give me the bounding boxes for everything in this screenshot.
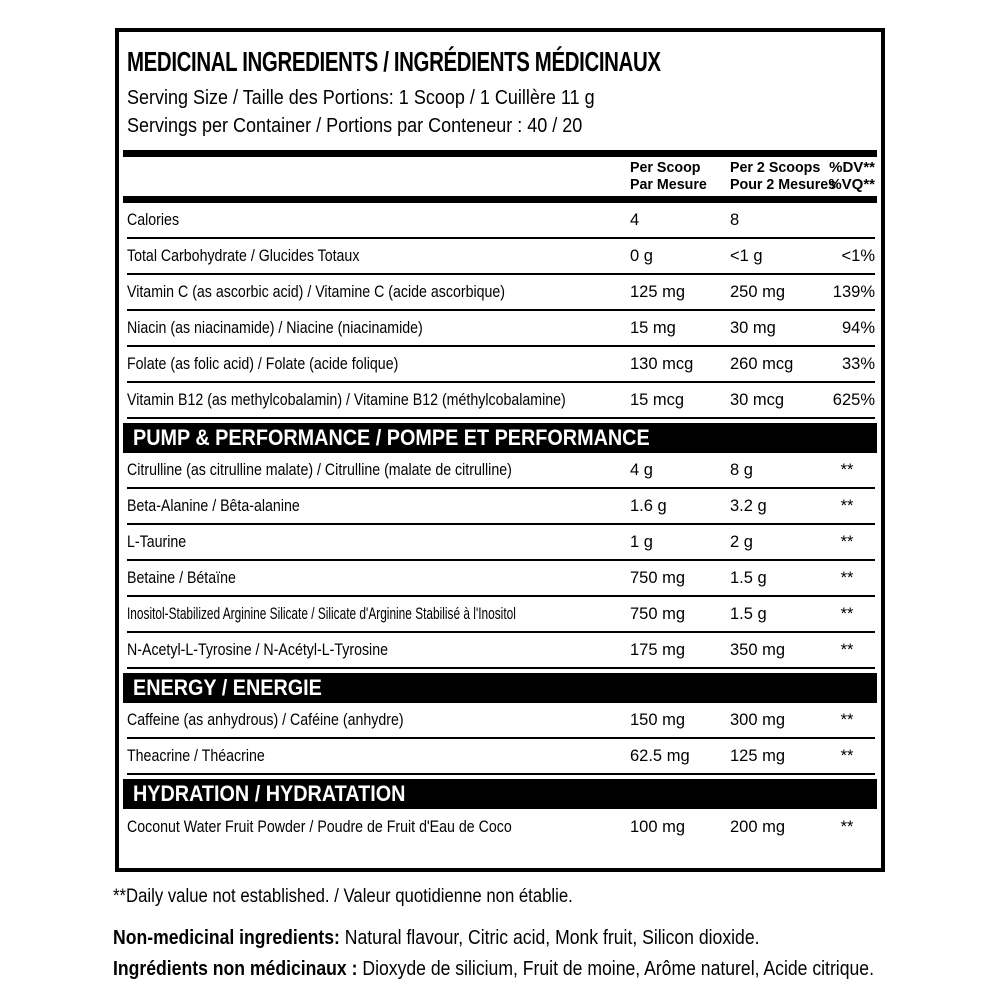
ingredient-name: Beta-Alanine / Bêta-alanine bbox=[127, 496, 300, 515]
per-2-scoops-value: 260 mcg bbox=[730, 354, 794, 373]
column-header-row bbox=[127, 157, 875, 196]
ingredient-name: Inositol-Stabilized Arginine Silicate / Silicate d'Arginine Stabilisé à l'Inositol bbox=[127, 604, 516, 623]
per-2-scoops-value: 350 mg bbox=[730, 640, 786, 659]
per-scoop-value: 750 mg bbox=[630, 604, 686, 623]
non-medicinal-label-en: Non-medicinal ingredients: bbox=[113, 927, 340, 949]
per-2-scoops-value: 30 mcg bbox=[730, 390, 785, 409]
per-scoop-value: 62.5 mg bbox=[630, 746, 690, 765]
per-2-scoops-value: 30 mg bbox=[730, 318, 776, 337]
table-row-carbohydrate bbox=[127, 239, 875, 275]
table-row-theacrine bbox=[127, 739, 875, 775]
table-row-betaine bbox=[127, 561, 875, 597]
ingredient-name: Niacin (as niacinamide) / Niacine (niacinamide) bbox=[127, 318, 423, 337]
per-scoop-value: 0 g bbox=[630, 246, 653, 265]
ingredient-name: Vitamin B12 (as methylcobalamin) / Vitamine B12 (méthylcobalamine) bbox=[127, 390, 566, 409]
section-header-energy: ENERGY / ENERGIE bbox=[123, 673, 877, 703]
ingredient-name: Theacrine / Théacrine bbox=[127, 746, 265, 765]
per-scoop-value: 175 mg bbox=[630, 640, 686, 659]
per-2-scoops-value: 1.5 g bbox=[730, 604, 767, 623]
per-2-scoops-value: 250 mg bbox=[730, 282, 786, 301]
per-2-scoops-value: 300 mg bbox=[730, 710, 786, 729]
footer bbox=[113, 886, 923, 989]
dv-value: ** bbox=[840, 604, 854, 623]
supplement-facts-panel bbox=[115, 28, 885, 872]
ingredient-name: Total Carbohydrate / Glucides Totaux bbox=[127, 246, 360, 265]
per-2-scoops-value: 8 bbox=[730, 210, 740, 229]
panel-inner bbox=[119, 32, 881, 845]
table-row-folate bbox=[127, 347, 875, 383]
table-row-n-acetyl-l-tyrosine bbox=[127, 633, 875, 669]
table-row-beta-alanine bbox=[127, 489, 875, 525]
per-scoop-value: 100 mg bbox=[630, 817, 686, 836]
thick-divider-header bbox=[123, 196, 877, 203]
per-scoop-value: 1 g bbox=[630, 532, 653, 551]
daily-value-note: **Daily value not established. / Valeur quotidienne non établie. bbox=[113, 886, 573, 907]
column-header-per-2-scoops: Per 2 Scoops Pour 2 Mesures bbox=[730, 159, 837, 193]
per-scoop-value: 750 mg bbox=[630, 568, 686, 587]
ingredient-name: Betaine / Bétaïne bbox=[127, 568, 236, 587]
per-2-scoops-value: 3.2 g bbox=[730, 496, 767, 515]
dv-value: <1% bbox=[841, 246, 875, 265]
dv-value: 625% bbox=[832, 390, 875, 409]
table-row-l-taurine bbox=[127, 525, 875, 561]
dv-value: 94% bbox=[841, 318, 875, 337]
per-scoop-value: 15 mcg bbox=[630, 390, 685, 409]
column-header-per-scoop: Per Scoop Par Mesure bbox=[630, 159, 707, 193]
ingredient-name: L-Taurine bbox=[127, 532, 187, 551]
per-2-scoops-value: 1.5 g bbox=[730, 568, 767, 587]
dv-value: ** bbox=[840, 460, 854, 479]
dv-value: ** bbox=[840, 496, 854, 515]
non-medicinal-ingredients-fr: Ingrédients non médicinaux : Dioxyde de silicium, Fruit de moine, Arôme naturel, Acide citrique. bbox=[113, 958, 874, 980]
dv-value: 139% bbox=[832, 282, 875, 301]
dv-value: ** bbox=[840, 710, 854, 729]
dv-value: ** bbox=[840, 568, 854, 587]
per-scoop-value: 15 mg bbox=[630, 318, 676, 337]
ingredient-name: Vitamin C (as ascorbic acid) / Vitamine C (acide ascorbique) bbox=[127, 282, 506, 301]
ingredient-name: Citrulline (as citrulline malate) / Citrulline (malate de citrulline) bbox=[127, 460, 512, 479]
ingredient-name: N-Acetyl-L-Tyrosine / N-Acétyl-L-Tyrosine bbox=[127, 640, 389, 659]
per-2-scoops-value: 125 mg bbox=[730, 746, 786, 765]
panel-title-text: MEDICINAL INGREDIENTS / INGRÉDIENTS MÉDICINAUX bbox=[127, 46, 661, 77]
per-scoop-value: 150 mg bbox=[630, 710, 686, 729]
per-scoop-value: 1.6 g bbox=[630, 496, 667, 515]
table-row-vitamin-c bbox=[127, 275, 875, 311]
ingredient-name: Caffeine (as anhydrous) / Caféine (anhydre) bbox=[127, 710, 404, 729]
dv-value: ** bbox=[840, 746, 854, 765]
serving-size-line: Serving Size / Taille des Portions: 1 Scoop / 1 Cuillère 11 g bbox=[127, 87, 595, 109]
column-header-spacer bbox=[127, 159, 630, 193]
per-2-scoops-value: 2 g bbox=[730, 532, 753, 551]
table-row-niacin bbox=[127, 311, 875, 347]
panel-title bbox=[127, 46, 877, 78]
dv-value: ** bbox=[840, 640, 854, 659]
section-header-pump-performance: PUMP & PERFORMANCE / POMPE ET PERFORMANCE bbox=[123, 423, 877, 453]
servings-per-container-line: Servings per Container / Portions par Conteneur : 40 / 20 bbox=[127, 115, 583, 137]
per-2-scoops-value: <1 g bbox=[730, 246, 763, 265]
column-header-dv: %DV** %VQ** bbox=[828, 159, 875, 193]
per-scoop-value: 4 bbox=[630, 210, 640, 229]
dv-value: ** bbox=[840, 532, 854, 551]
ingredient-name: Coconut Water Fruit Powder / Poudre de Fruit d'Eau de Coco bbox=[127, 817, 512, 836]
table-row-vitamin-b12 bbox=[127, 383, 875, 419]
table-row-coconut-water bbox=[127, 809, 875, 845]
table-row-caffeine bbox=[127, 703, 875, 739]
table-row-inositol-arginine-silicate bbox=[127, 597, 875, 633]
per-scoop-value: 125 mg bbox=[630, 282, 686, 301]
non-medicinal-ingredients-en: Non-medicinal ingredients: Natural flavour, Citric acid, Monk fruit, Silicon dioxide. bbox=[113, 927, 760, 949]
per-2-scoops-value: 8 g bbox=[730, 460, 753, 479]
per-scoop-value: 130 mcg bbox=[630, 354, 694, 373]
ingredient-name: Folate (as folic acid) / Folate (acide folique) bbox=[127, 354, 399, 373]
table-row-citrulline bbox=[127, 453, 875, 489]
dv-value: 33% bbox=[841, 354, 875, 373]
ingredient-name: Calories bbox=[127, 210, 180, 229]
per-scoop-value: 4 g bbox=[630, 460, 653, 479]
per-2-scoops-value: 200 mg bbox=[730, 817, 786, 836]
non-medicinal-label-fr: Ingrédients non médicinaux : bbox=[113, 958, 358, 980]
dv-value: ** bbox=[840, 817, 854, 836]
table-row-calories bbox=[127, 203, 875, 239]
thick-divider-top bbox=[123, 150, 877, 157]
section-header-hydration: HYDRATION / HYDRATATION bbox=[123, 779, 877, 809]
